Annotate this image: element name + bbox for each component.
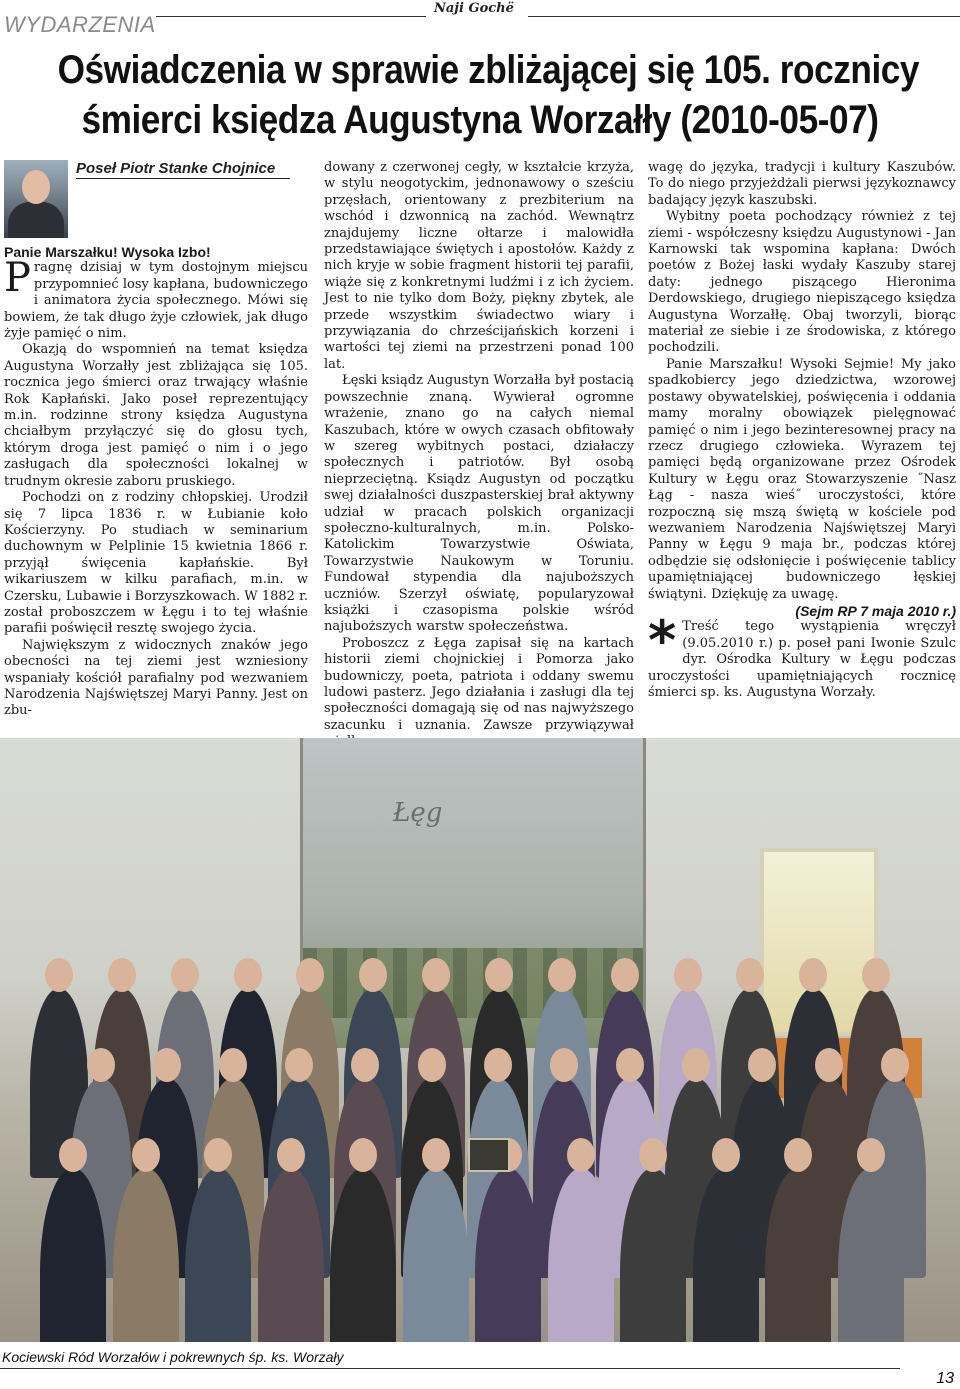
col1-paragraph-1: Pragnę dzisiaj w tym dostojnym miejscu przypomnieć losy kapłana, budowniczego i animatora życia społecznego. Mówi się bowiem, że tak długo żyje człowiek, jak długo żyje pamięć o nim. [4,255,308,342]
author-byline: Poseł Piotr Stanke Chojnice [76,160,290,179]
person-head [485,958,513,992]
person-head [799,958,827,992]
group-photo [0,738,960,1342]
person-head [204,1138,232,1172]
person-head [422,958,450,992]
person-head [45,958,73,992]
person-head [108,958,136,992]
page-number: 13 [936,1370,954,1387]
article-title-line2: śmierci księdza Augustyna Worzałły (2010-05-07) [81,98,879,142]
col2-paragraph-1: dowany z czerwonej cegły, w kształcie krzyża, w stylu neogotyckim, jednonawowy o sześciu przęsłach, orientowany z prezbiterium na wschód i dzwonnicą na zachód. Wewnątrz znajdujemy liczne ołtarze i malowidła przedstawiające świętych i apostołów. Każdy z nich kryje w sobie fragment historii tej parafii, wiąże się z konkretnymi ludźmi i z ich życiem. Jest to nie tylko dom Boży, piękny zbytek, ale przede wszystkim świadectwo wiary i przywiązania do chrześcijańskich korzeni i wartości tej ziemi na przestrzeni ponad 100 lat. [324,160,634,372]
col3-paragraph-2: Wybitny poeta pochodzący również z tej ziemi - współczesny księdzu Augustynowi - Jan Karnowski tak wspomina kapłana: Dwóch poetów z Bożej łaski wydały Kaszuby starej daty: jednego piszącego Hieronima Derdowskiego, drugiego niepiszącego księdza Augustyna Worzałłę. Obaj tworzyli, biorąc materiał ze siebie i ze środowiska, z którego pochodzili. [648,209,956,356]
person-head [862,958,890,992]
person-head [674,958,702,992]
person-head [881,1048,909,1082]
col1-paragraph-2: Okazją do wspomnień na temat księdza Augustyna Worzałły jest zbliżająca się 105. rocznica jego śmierci oraz trwający właśnie Rok Kapłański. Jako poseł reprezentujący m.in. rodzinne strony księdza Augustyna chciałbym przyłączyć się do głosu tych, którym droga jest pamięć o nim i o jego zasługach dla społeczności lokalnej w trudnym okresie zaboru pruskiego. [4,342,308,489]
person-head [171,958,199,992]
person-head [234,958,262,992]
footnote: * Treść tego wystąpienia wręczył (9.05.2010 r.) p. poseł pani Iwonie Szulc dyr. Ośrodka Kultury w Łęgu podczas uroczystości upamiętniających rocznicę śmierci sp. ks. Augustyna Worzały. [648,609,956,700]
col3-paragraph-1: wagę do języka, tradycji i kultury Kaszubów. To do niego przyjeżdżali pierwsi językoznawcy badający język kaszubski. [648,160,956,208]
person-head [153,1048,181,1082]
footer-rule [0,1368,900,1369]
header-rule-right [528,16,960,17]
person-head [59,1138,87,1172]
photo-caption: Kociewski Ród Worzałów i pokrewnych śp. ks. Worzały [2,1349,344,1365]
drop-cap: P [4,255,31,302]
person-head [418,1048,446,1082]
tapestry-text: Łęg [393,798,443,828]
col1-paragraph-4: Największym z widocznych znaków jego obecności na tej ziemi jest wzniesiony wspaniały kościół parafialny pod wezwaniem Narodzenia Najświętszej Maryi Panny. Jest on zbu- [4,637,308,719]
article-title-line1: Oświadczenia w sprawie zbliżającej się 105. rocznicy [57,48,920,92]
col1-paragraph-3: Pochodzi on z rodziny chłopskiej. Urodził się 7 lipca 1836 r. w Łubianie koło Kościerzyny. Po studiach w seminarium duchownym w Pelplinie 15 kwietnia 1866 r. przyjął święcenia kapłańskie. Był wikariuszem w kilku parafiach, m.in. w Czersku, Lubawie i Borzyszkowach. W 1882 r. został proboszczem w Łęgu i to tej właśnie parafii poświęcił resztę swojego życia. [4,490,308,637]
person-head [639,1138,667,1172]
col2-paragraph-2: Łęski ksiądz Augustyn Worzałła był postacią powszechnie znaną. Wywierał ogromne wrażenie, znano go na całych niemal Kaszubach, które w owych czasach obfitowały w szereg wybitnych postaci, działaczy społecznych i patriotów. Był osobą nieprzeciętną. Ksiądz Augustyn od początku swej działalności duszpasterskiej brał aktywny udział w pracach polskich organizacji społeczno-kulturalnych, m.in. Polsko-Katolickim Towarzystwie Oświata, Towarzystwie Naukowym w Toruniu. Fundował stypendia dla najuboższych uczniów. Szerzył oświatę, popularyzował książki i czasopisma polskie wśród najuboższych warstw społeczeństwa. [324,373,634,635]
book-in-photo [468,1138,510,1172]
person-head [87,1048,115,1082]
source-note: (Sejm RP 7 maja 2010 r.) [795,602,956,619]
person-head [857,1138,885,1172]
person-head [611,958,639,992]
column-1 [4,244,308,720]
person-head [422,1138,450,1172]
section-label: WYDARZENIA [4,12,156,37]
person-head [548,958,576,992]
person-head [484,1048,512,1082]
salutation: Panie Marszałku! Wysoka Izbo! [4,244,211,260]
person-head [132,1138,160,1172]
asterisk-icon: * [648,609,677,673]
masthead: Naji Gochë [434,1,514,16]
author-portrait [4,160,68,238]
col2-paragraph-3: Proboszcz z Łęga zapisał się na kartach historii ziemi chojnickiej i Pomorza jako budowniczy, poeta, patriota i oddany swemu ludowi pasterz. Jego działania i zasługi dla tej społeczności domagają się od nas najwyższego szacunku i uznania. Zawsze przywiązywał [324,635,634,733]
person-head [349,1138,377,1172]
person-head [296,958,324,992]
header-rule-left [156,16,426,17]
person-head [736,958,764,992]
crowd [10,898,950,1342]
person-head [784,1138,812,1172]
person-head [815,1048,843,1082]
person-head [550,1048,578,1082]
person-head [359,958,387,992]
column-3 [648,160,956,701]
column-2 [324,160,634,751]
person-head [712,1138,740,1172]
person-head [616,1048,644,1082]
col3-paragraph-3: Panie Marszałku! Wysoki Sejmie! My jako spadkobiercy jego dziedzictwa, wzorowej postawy obywatelskiej, poświęcenia i oddania mamy moralny obowiązek pielęgnować pamięć o nim i jego bezinteresownej pracy na rzecz drugiego człowieka. Wyrazem tej pamięci będą organizowane przez Ośrodek Kultury w Łęgu oraz Stowarzyszenie ˝Nasz Łąg - nasza wieś˝ uroczystości, które rozpoczną się mszą świętą w kościele pod wezwaniem Narodzenia Najświętszej Maryi Panny w Łęgu 9 maja br., podczas której odbędzie się odsłonięcie i poświęcenie tablicy upamiętniającej budowniczego łęskiej świątyni. Dziękuję za uwagę. [648,356,956,602]
person-head [567,1138,595,1172]
person-head [219,1048,247,1082]
person-head [277,1138,305,1172]
person-figure [475,1168,541,1342]
